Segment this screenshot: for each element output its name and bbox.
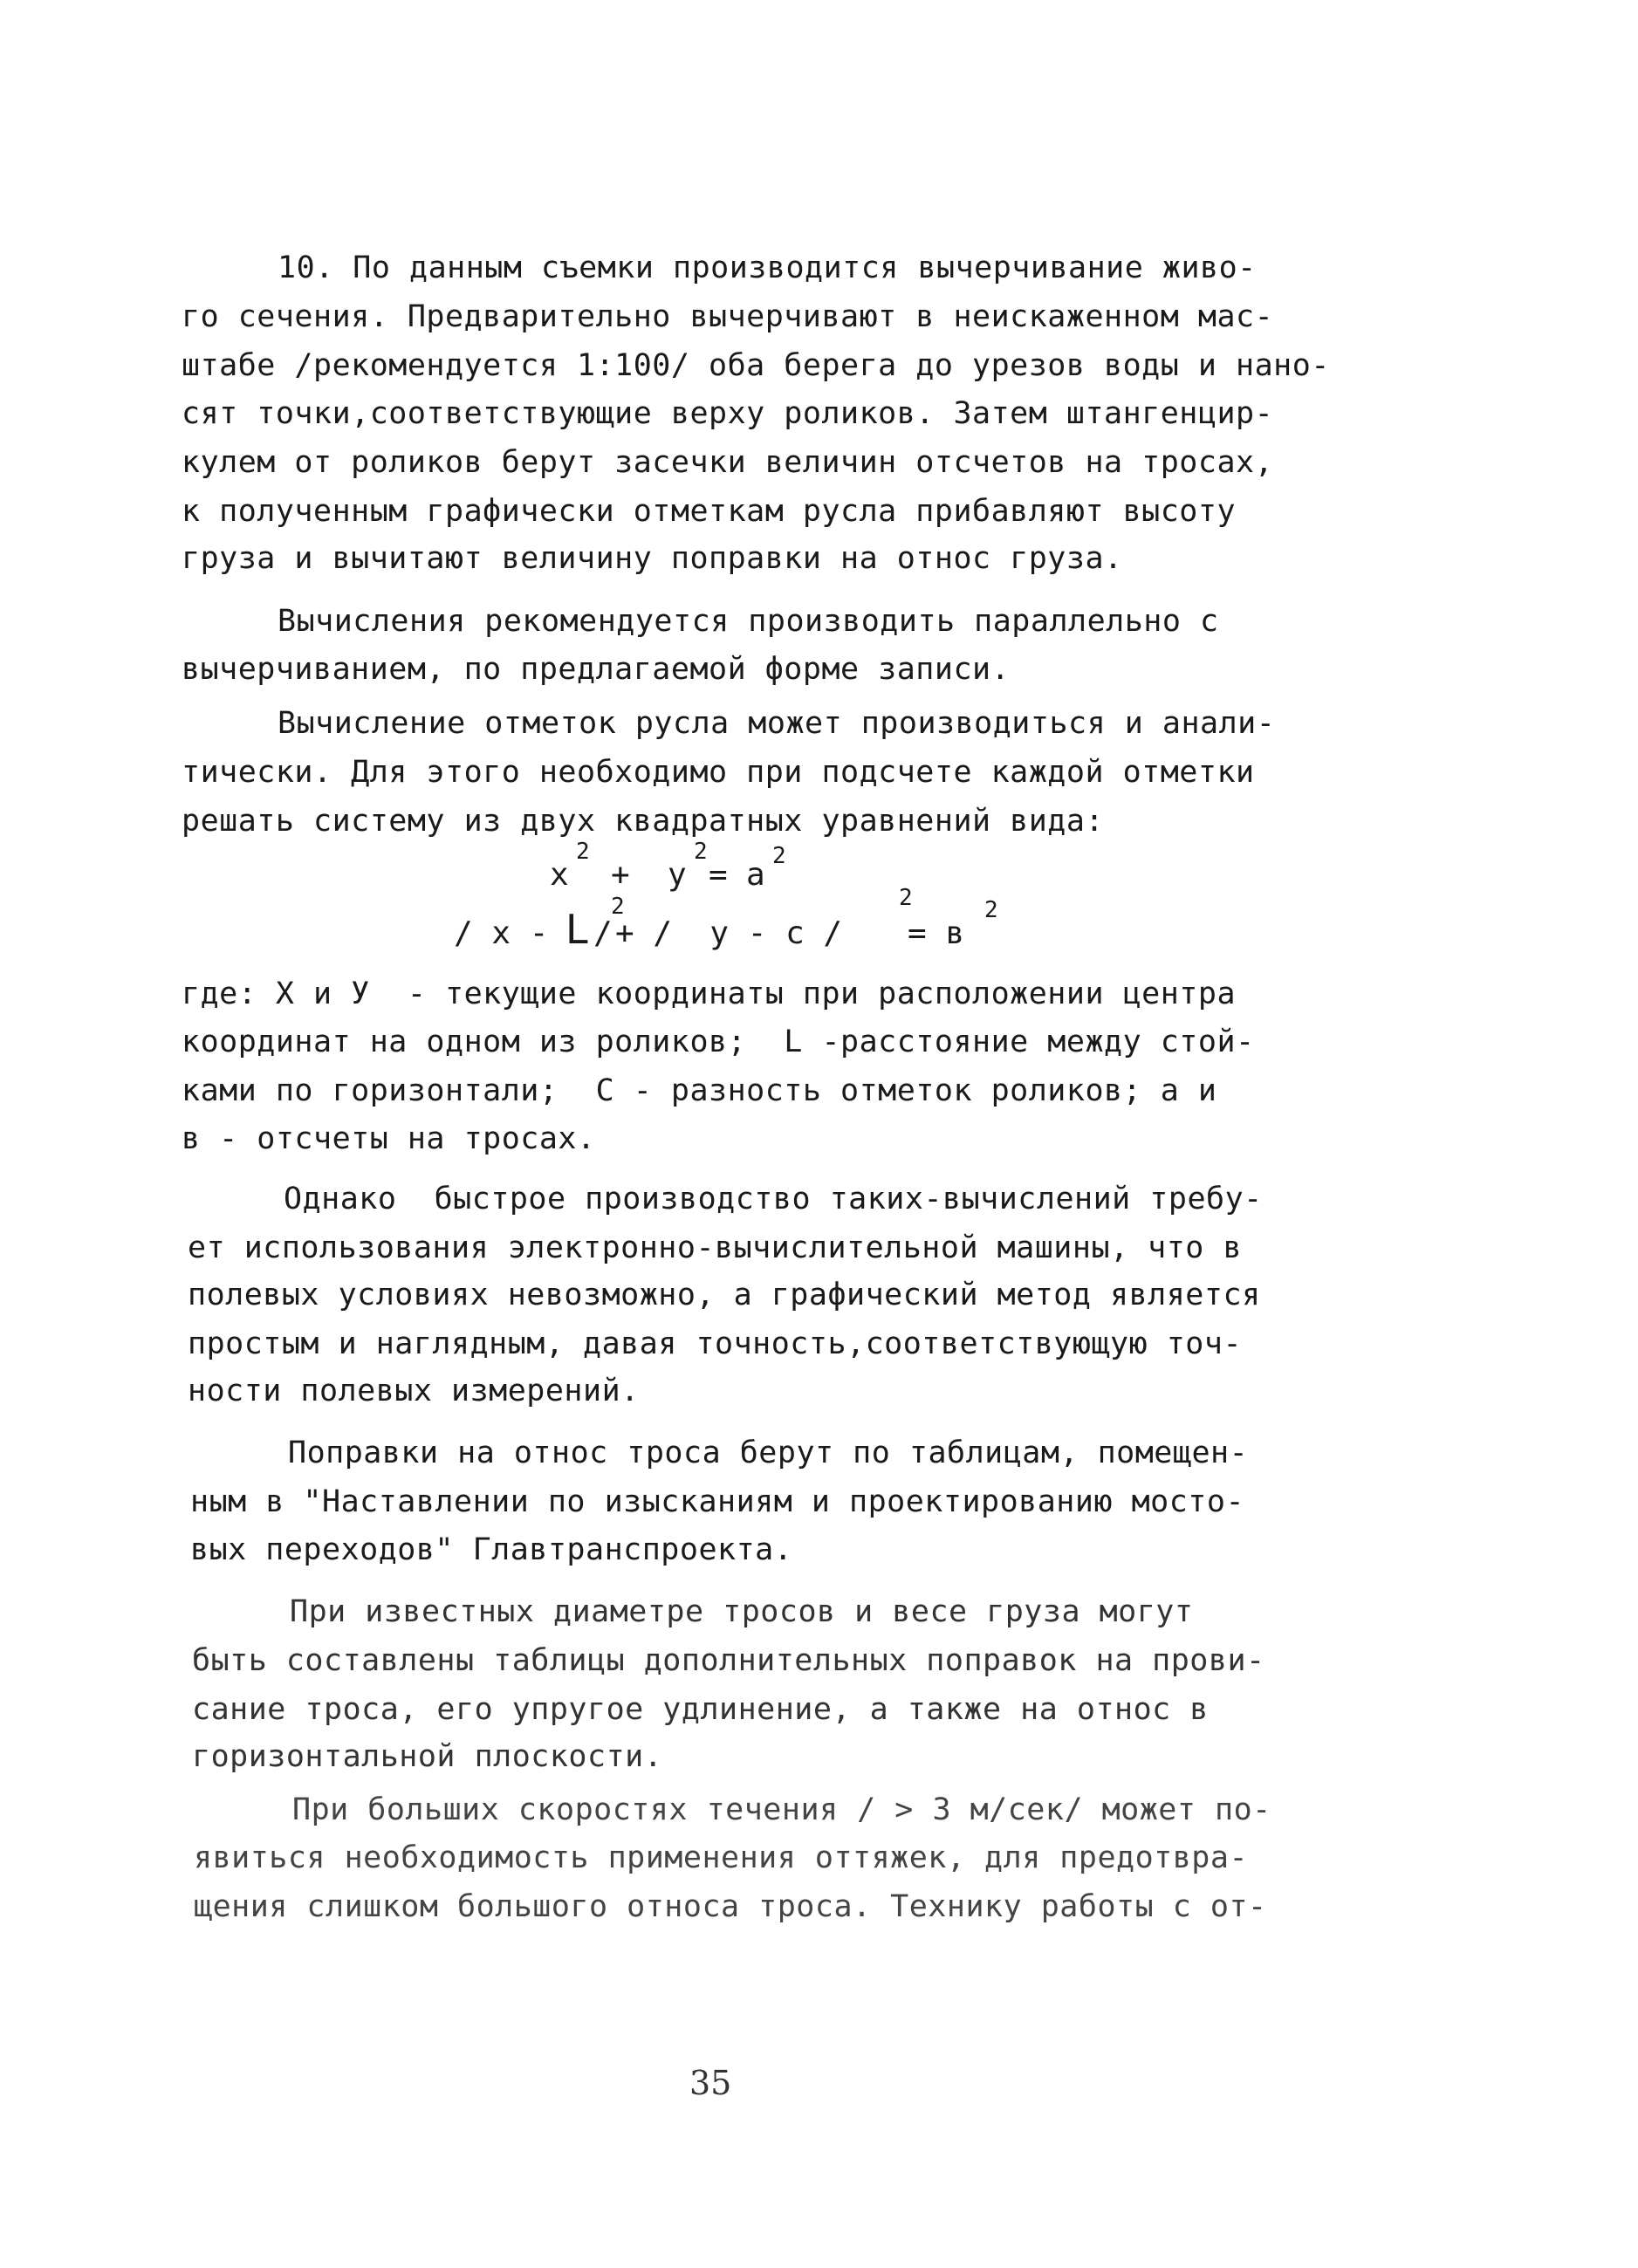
text-line: решать систему из двух квадратных уравнений вида: [182,804,1105,839]
text-line: горизонтальной плоскости. [192,1739,663,1774]
eq1-equals: = [709,857,728,893]
text-line: тически. Для этого необходимо при подсчете каждой отметки [182,755,1255,790]
text-line: сят точки,соответствующие верху роликов. Затем штангенцир- [182,396,1274,431]
text-line: вых переходов" Главтранспроекта. [190,1532,793,1567]
text-line: полевых условиях невозможно, а графический метод является [188,1278,1261,1312]
text-line: При известных диаметре тросов и весе груза могут [290,1594,1194,1629]
text-line: Поправки на относ троса берут по таблицам, помещен- [288,1435,1249,1470]
text-line: ным в "Наставлении по изысканиям и проектированию мосто- [190,1484,1245,1519]
text-line: сание троса, его упругое удлинение, а также на относ в [192,1692,1209,1727]
text-line: ности полевых измерений. [188,1374,640,1408]
text-line: ками по горизонтали; С - разность отметок роликов; а и [182,1073,1217,1108]
eq1-x-exponent: 2 [576,839,590,865]
text-line: вычерчиванием, по предлагаемой форме записи. [182,652,1011,687]
eq1-y: y [668,857,687,893]
eq2-L: L [565,906,588,953]
text-line: Однако быстрое производство таких-вычислений требу- [284,1182,1263,1216]
text-line: При больших скоростях течения / > 3 м/сек/ может по- [292,1792,1271,1827]
eq2-slash: / [593,915,613,951]
text-line: к полученным графически отметкам русла прибавляют высоту [182,494,1237,529]
text-line: координат на одном из роликов; L -расстояние между стой- [182,1024,1255,1059]
eq2-exponent-1: 2 [611,894,625,920]
text-line: ет использования электронно-вычислительной машины, что в [188,1230,1243,1265]
text-line: Вычисление отметок русла может производиться и анали- [278,706,1276,741]
text-line: в - отсчеты на тросах. [182,1121,596,1156]
eq1-a-exponent: 2 [772,843,786,869]
text-line: явиться необходимость применения оттяжек, для предотвра- [194,1840,1249,1875]
text-line: щения слишком большого относа троса. Технику работы с от- [194,1889,1267,1924]
eq1-y-exponent: 2 [694,839,708,865]
text-line: простым и наглядным, давая точность,соответствующую точ- [188,1326,1243,1361]
text-line: 10. По данным съемки производится вычерчивание живо- [278,250,1257,285]
text-line: штабе /рекомендуется 1:100/ оба берега до урезов воды и нано- [182,348,1330,383]
text-line: кулем от роликов берут засечки величин отсчетов на тросах, [182,445,1274,480]
text-line: го сечения. Предварительно вычерчивают в неискаженном мас- [182,299,1274,334]
eq1-plus: + [611,857,630,893]
text-line: Вычисления рекомендуется производить параллельно с [278,604,1219,639]
eq2-left: / x - [454,915,549,951]
text-line: быть составлены таблицы дополнительных поправок на прови- [192,1643,1265,1678]
eq1-x: x [550,857,569,893]
text-line: груза и вычитают величину поправки на относ груза. [182,541,1123,576]
page-number: 35 [689,2064,732,2102]
eq2-right: = в [908,915,965,951]
eq2-middle: + / y - c / [615,915,843,951]
eq2-exponent-3: 2 [984,897,998,923]
eq1-a: a [746,857,765,893]
eq2-exponent-2: 2 [899,885,913,911]
text-line: где: Х и У - текущие координаты при расположении центра [182,976,1237,1011]
